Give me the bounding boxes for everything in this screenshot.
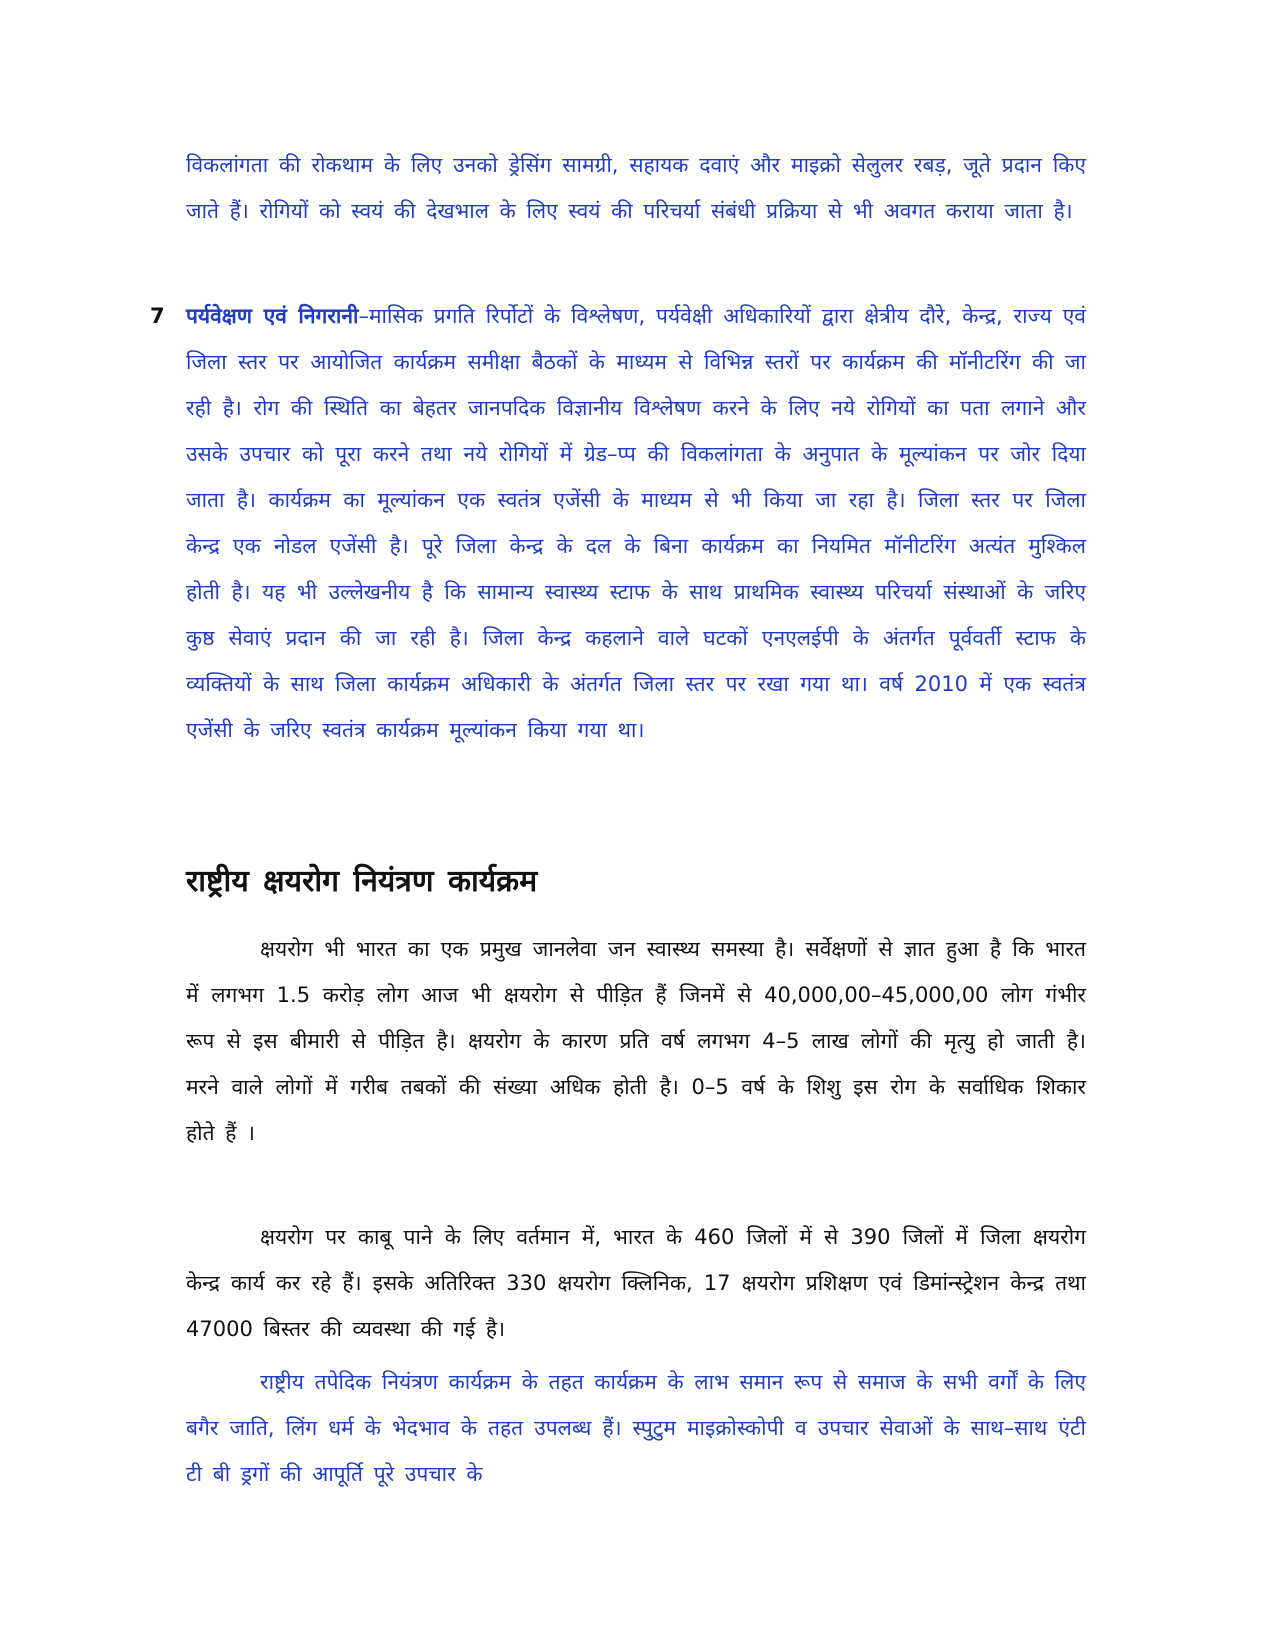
paragraph-disability-care: विकलांगता की रोकथाम के लिए उनको ड्रेसिंग सामग्री, सहायक दवाएं और माइक्रो सेलुलर रबड़, जूते प्रदान किए जाते हैं। रोगियों को स्वयं की देखभाल के लिए स्वयं की परिचर्या संबंधी प्रक्रिया से भी अवगत कराया जाता है। (186, 153, 1086, 223)
list-item-number: 7 (150, 304, 165, 328)
list-item-7-supervision (150, 293, 1086, 753)
section-heading-tb-program: राष्ट्रीय क्षयरोग नियंत्रण कार्यक्रम (186, 864, 538, 899)
list-item-text: –मासिक प्रगति रिर्पोटों के विश्लेषण, पर्यवेक्षी अधिकारियों द्वारा क्षेत्रीय दौरे, केन्द्र, राज्य एवं जिला स्तर पर आयोजित कार्यक्रम समीक्षा बैठकों के माध्यम से विभिन्न स्तरों पर कार्यक्रम की मॉनीटरिंग की जा रही है। रोग की स्थिति का बेहतर जानपदिक विज्ञानीय विश्लेषण करने के लिए नये रोगियों का पता लगाने और उसके उपचार को पूरा करने तथा नये रोगियों में ग्रेड–प्प की विकलांगता के अनुपात के मूल्यांकन पर जोर दिया जाता है। कार्यक्रम का मूल्यांकन एक स्वतंत्र एजेंसी के माध्यम से भी किया जा रहा है। जिला स्तर पर जिला केन्द्र एक नोडल एजेंसी है। पूरे जिला केन्द्र के दल के बिना कार्यक्रम का नियमित मॉनीटरिंग अत्यंत मुश्किल होती है। यह भी उल्लेखनीय है कि सामान्य स्वास्थ्य स्टाफ के साथ प्राथमिक स्वास्थ्य परिचर्या संस्थाओं के जरिए कुष्ठ सेवाएं प्रदान की जा रही है। जिला केन्द्र कहलाने वाले घटकों एनएलईपी के अंतर्गत पूर्ववर्ती स्टाफ के व्यक्तियों के साथ जिला कार्यक्रम अधिकारी के अंतर्गत जिला स्तर पर रखा गया था। वर्ष 2010 में एक स्वतंत्र एजेंसी के जरिए स्वतंत्र कार्यक्रम मूल्यांकन किया गया था। (186, 304, 1086, 742)
paragraph-tb-centres: क्षयरोग पर काबू पाने के लिए वर्तमान में, भारत के 460 जिलों में से 390 जिलों में जिला क्षयरोग केन्द्र कार्य कर रहे हैं। इसके अतिरिक्त 330 क्षयरोग क्लिनिक, 17 क्षयरोग प्रशिक्षण एवं डिमांन्स्ट्रेशन केन्द्र तथा 47000 बिस्तर की व्यवस्था की गई है। (186, 1225, 1086, 1341)
paragraph-tb-benefits: राष्ट्रीय तपेदिक नियंत्रण कार्यक्रम के तहत कार्यक्रम के लाभ समान रूप से समाज के सभी वर्गों के लिए बगैर जाति, लिंग धर्म के भेदभाव के तहत उपलब्ध हैं। स्पुटुम माइक्रोस्कोपी व उपचार सेवाओं के साथ–साथ एंटी टी बी ड्रगों की आपूर्ति पूरे उपचार के (186, 1370, 1086, 1486)
list-item-heading: पर्यवेक्षण एवं निगरानी (186, 304, 359, 328)
paragraph-tb-problem: क्षयरोग भी भारत का एक प्रमुख जानलेवा जन स्वास्थ्य समस्या है। सर्वेक्षणों से ज्ञात हुआ है कि भारत में लगभग 1.5 करोड़ लोग आज भी क्षयरोग से पीड़ित हैं जिनमें से 40,000,00–45,000,00 लोग गंभीर रूप से इस बीमारी से पीड़ित है। क्षयरोग के कारण प्रति वर्ष लगभग 4–5 लाख लोगों की मृत्यु हो जाती है। मरने वाले लोगों में गरीब तबकों की संख्या अधिक होती है। 0–5 वर्ष के शिशु इस रोग के सर्वाधिक शिकार होते हैं । (186, 937, 1087, 1145)
